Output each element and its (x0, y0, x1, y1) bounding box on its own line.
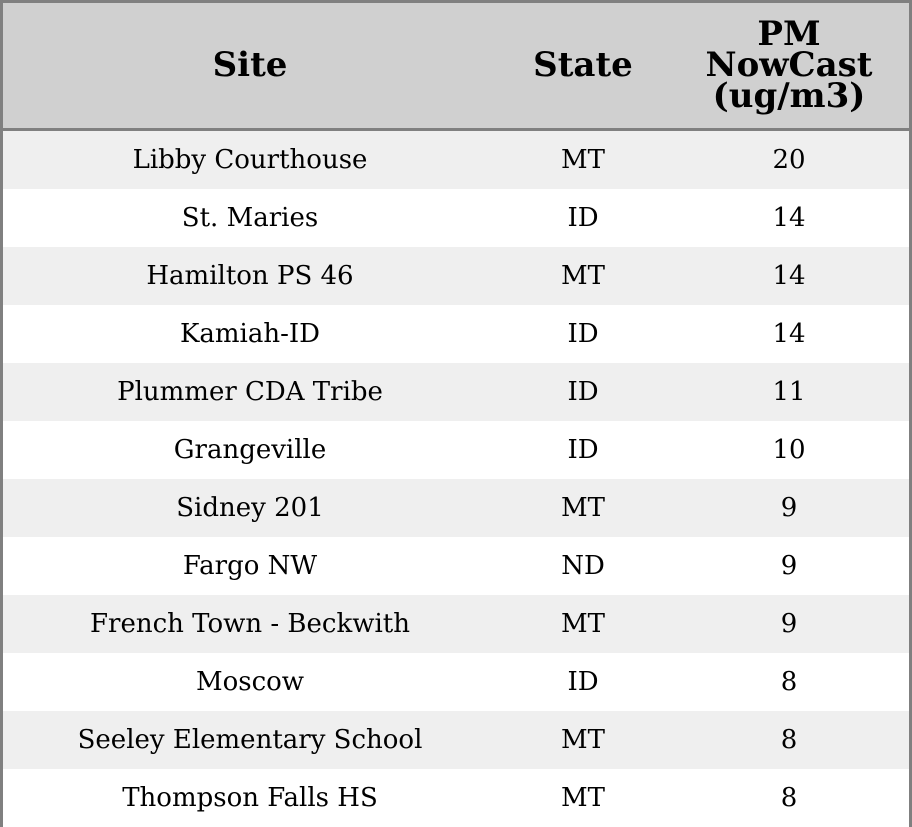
header-row (3, 3, 909, 130)
cell-pm: 14 (669, 305, 909, 363)
cell-pm: 9 (669, 479, 909, 537)
cell-pm: 9 (669, 537, 909, 595)
table-row (3, 769, 909, 827)
table-row (3, 595, 909, 653)
table-row (3, 653, 909, 711)
table-row (3, 305, 909, 363)
cell-state: MT (497, 247, 669, 305)
cell-site: French Town - Beckwith (3, 595, 497, 653)
cell-site: Sidney 201 (3, 479, 497, 537)
cell-site: Kamiah-ID (3, 305, 497, 363)
data-table (3, 3, 909, 827)
table-row (3, 130, 909, 190)
column-header-pm-line2: NowCast (705, 45, 873, 85)
cell-state: ND (497, 537, 669, 595)
cell-pm: 11 (669, 363, 909, 421)
table-row (3, 537, 909, 595)
cell-pm: 8 (669, 769, 909, 827)
cell-state: ID (497, 363, 669, 421)
cell-state: MT (497, 595, 669, 653)
column-header-site: Site (3, 3, 497, 130)
cell-site: Thompson Falls HS (3, 769, 497, 827)
table-row (3, 189, 909, 247)
cell-pm: 9 (669, 595, 909, 653)
table-header (3, 3, 909, 130)
cell-pm: 8 (669, 653, 909, 711)
cell-state: MT (497, 711, 669, 769)
cell-state: ID (497, 421, 669, 479)
table-body (3, 130, 909, 827)
cell-state: ID (497, 189, 669, 247)
cell-pm: 14 (669, 189, 909, 247)
column-header-pm-line3: (ug/m3) (712, 76, 866, 116)
cell-pm: 14 (669, 247, 909, 305)
cell-site: Seeley Elementary School (3, 711, 497, 769)
column-header-pm-line1: PM (757, 14, 821, 54)
cell-site: St. Maries (3, 189, 497, 247)
cell-state: MT (497, 769, 669, 827)
column-header-state: State (497, 3, 669, 130)
cell-site: Moscow (3, 653, 497, 711)
cell-state: ID (497, 305, 669, 363)
cell-state: ID (497, 653, 669, 711)
cell-state: MT (497, 479, 669, 537)
table-row (3, 247, 909, 305)
cell-pm: 8 (669, 711, 909, 769)
cell-site: Grangeville (3, 421, 497, 479)
cell-site: Plummer CDA Tribe (3, 363, 497, 421)
cell-site: Fargo NW (3, 537, 497, 595)
cell-site: Libby Courthouse (3, 130, 497, 190)
table-row (3, 363, 909, 421)
table-row (3, 421, 909, 479)
column-header-pm-nowcast (669, 3, 909, 130)
table-row (3, 711, 909, 769)
table-row (3, 479, 909, 537)
cell-pm: 10 (669, 421, 909, 479)
cell-state: MT (497, 130, 669, 190)
cell-pm: 20 (669, 130, 909, 190)
cell-site: Hamilton PS 46 (3, 247, 497, 305)
